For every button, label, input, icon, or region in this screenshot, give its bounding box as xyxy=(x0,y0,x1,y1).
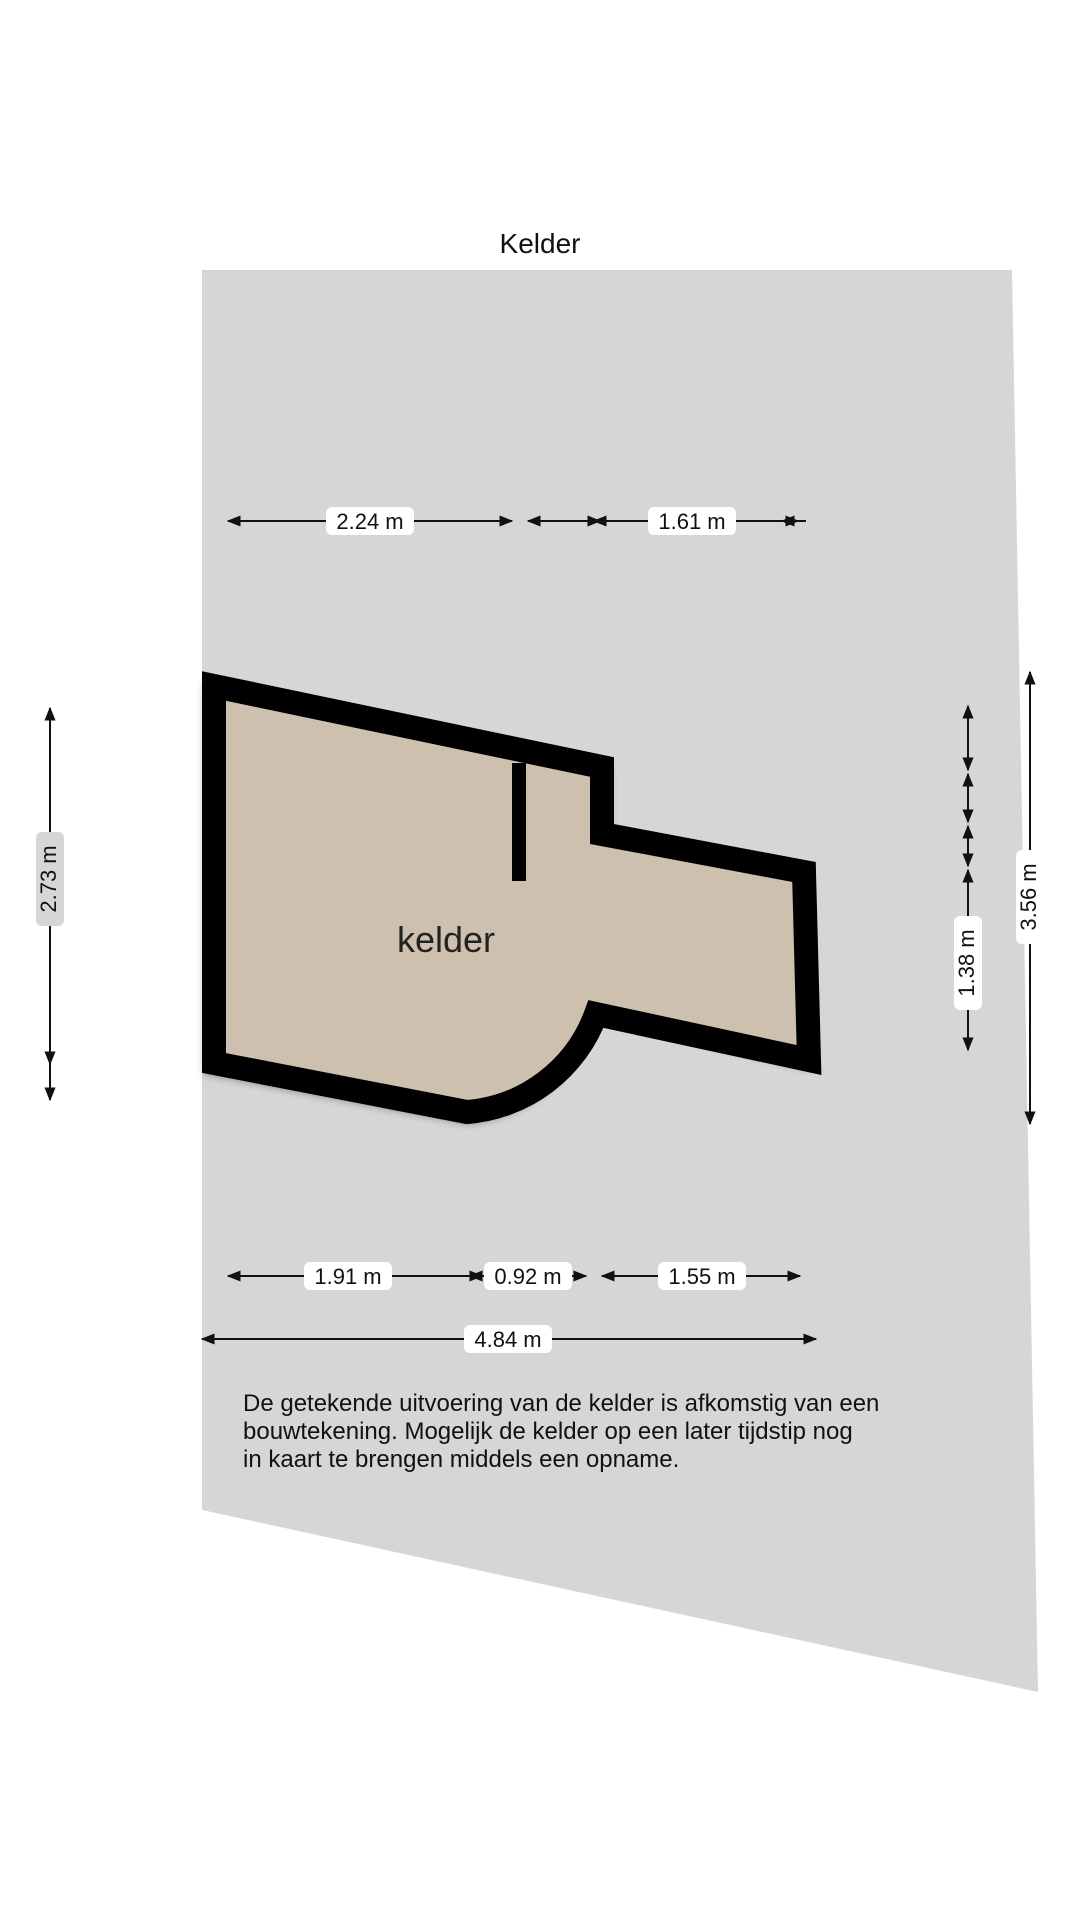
dimension-label: 2.24 m xyxy=(336,509,404,534)
dimension-label: 2.73 m xyxy=(35,845,61,913)
dimension-label: 1.55 m xyxy=(668,1264,736,1289)
room-label: kelder xyxy=(396,919,496,960)
dimension-label: 0.92 m xyxy=(494,1264,562,1289)
note-line: in kaart te brengen middels een opname. xyxy=(243,1446,680,1473)
dimension-label: 1.38 m xyxy=(953,929,979,997)
dimension-bottom-b xyxy=(470,1262,586,1290)
dimension-label: 1.61 m xyxy=(658,509,726,534)
dimension-left xyxy=(36,708,64,1100)
dimension-label: 1.91 m xyxy=(314,1264,382,1289)
note-line: De getekende uitvoering van de kelder is afkomstig van een xyxy=(243,1390,880,1417)
disclaimer-note xyxy=(243,1390,963,1474)
dimension-label: 3.56 m xyxy=(1015,863,1041,931)
interior-wall xyxy=(512,763,526,881)
page-title: Kelder xyxy=(499,228,581,259)
note-line: bouwtekening. Mogelijk de kelder op een later tijdstip nog xyxy=(243,1418,853,1445)
dimension-label: 4.84 m xyxy=(474,1327,542,1352)
